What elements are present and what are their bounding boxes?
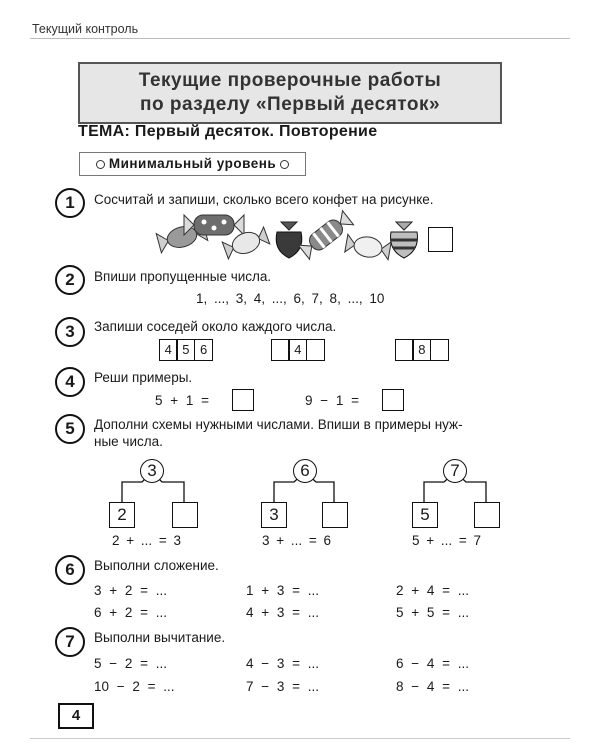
running-header: Текущий контроль — [32, 22, 139, 36]
scheme-3-answer-box[interactable] — [474, 502, 500, 528]
header-rule — [30, 38, 570, 39]
example-1: 5 + 1 = — [155, 393, 210, 408]
example-2: 9 − 1 = — [305, 393, 360, 408]
neighbors-group-2 — [272, 339, 325, 361]
scheme-1-example: 2 + ... = 3 — [112, 533, 182, 548]
addition-example: 6 + 2 = ... — [94, 605, 168, 620]
neighbors-group-1 — [160, 339, 213, 361]
task-number-5: 5 — [55, 414, 85, 444]
answer-cell[interactable] — [271, 339, 290, 361]
scheme-1-part: 2 — [109, 502, 135, 528]
task-6-text: Выполни сложение. — [94, 558, 219, 573]
topic-heading: ТЕМА: Первый десяток. Повторение — [78, 123, 378, 140]
answer-box[interactable] — [382, 389, 404, 411]
subtraction-example: 6 − 4 = ... — [396, 656, 470, 671]
page-title-line1: Текущие проверочные работы — [138, 70, 442, 91]
answer-box[interactable] — [232, 389, 254, 411]
task-number-7: 7 — [55, 627, 85, 657]
candy-icon — [222, 226, 270, 260]
subtraction-example: 10 − 2 = ... — [94, 679, 175, 694]
task-1-text: Сосчитай и запиши, сколько всего конфет на рисунке. — [94, 192, 434, 207]
subtraction-example: 4 − 3 = ... — [246, 656, 320, 671]
scheme-2-total: 6 — [293, 459, 317, 483]
page-title-line2: по разделу «Первый десяток» — [139, 94, 441, 115]
answer-cell[interactable] — [306, 339, 325, 361]
candy-icon — [391, 222, 418, 258]
task-2-text: Впиши пропущенные числа. — [94, 269, 272, 284]
footer-rule — [30, 738, 570, 739]
addition-example: 3 + 2 = ... — [94, 583, 168, 598]
bullet-icon — [96, 160, 105, 169]
task-number-6: 6 — [55, 555, 85, 585]
candy-icon — [184, 215, 244, 235]
task-number-4: 4 — [55, 367, 85, 397]
addition-example: 2 + 4 = ... — [396, 583, 470, 598]
task-5-text-line1: Дополни схемы нужными числами. Впиши в примеры нуж- — [94, 417, 463, 432]
scheme-3-example: 5 + ... = 7 — [412, 533, 482, 548]
task-7-text: Выполни вычитание. — [94, 630, 226, 645]
cell: 8 — [412, 339, 431, 361]
subtraction-example: 5 − 2 = ... — [94, 656, 168, 671]
cell: 5 — [176, 339, 195, 361]
level-text: Минимальный уровень — [108, 156, 277, 171]
number-sequence: 1, ..., 3, 4, ..., 6, 7, 8, ..., 10 — [196, 291, 385, 306]
task-number-1: 1 — [55, 188, 85, 218]
subtraction-example: 8 − 4 = ... — [396, 679, 470, 694]
level-label — [79, 152, 306, 176]
scheme-3-part: 5 — [412, 502, 438, 528]
scheme-1-total: 3 — [140, 459, 164, 483]
task-3-text: Запиши соседей около каждого числа. — [94, 319, 337, 334]
addition-example: 5 + 5 = ... — [396, 605, 470, 620]
addition-example: 1 + 3 = ... — [246, 583, 320, 598]
neighbors-group-3 — [396, 339, 449, 361]
task-5-text-line2: ные числа. — [94, 434, 163, 449]
answer-cell[interactable] — [430, 339, 449, 361]
scheme-3-total: 7 — [443, 459, 467, 483]
answer-box[interactable] — [428, 227, 453, 252]
subtraction-example: 7 − 3 = ... — [246, 679, 320, 694]
cell: 4 — [288, 339, 307, 361]
scheme-2-answer-box[interactable] — [322, 502, 348, 528]
scheme-2-example: 3 + ... = 6 — [262, 533, 332, 548]
candy-icon — [345, 233, 392, 260]
candy-icon — [276, 222, 302, 258]
candy-icon — [156, 221, 208, 253]
page-number: 4 — [58, 703, 94, 729]
task-number-3: 3 — [55, 317, 85, 347]
page-title-box — [78, 62, 502, 124]
task-number-2: 2 — [55, 265, 85, 295]
cell: 4 — [159, 339, 178, 361]
scheme-1-answer-box[interactable] — [172, 502, 198, 528]
scheme-2-part: 3 — [261, 502, 287, 528]
task-4-text: Реши примеры. — [94, 370, 193, 385]
candy-icon — [298, 211, 353, 260]
addition-example: 4 + 3 = ... — [246, 605, 320, 620]
cell: 6 — [194, 339, 213, 361]
bullet-icon — [280, 160, 289, 169]
answer-cell[interactable] — [395, 339, 414, 361]
